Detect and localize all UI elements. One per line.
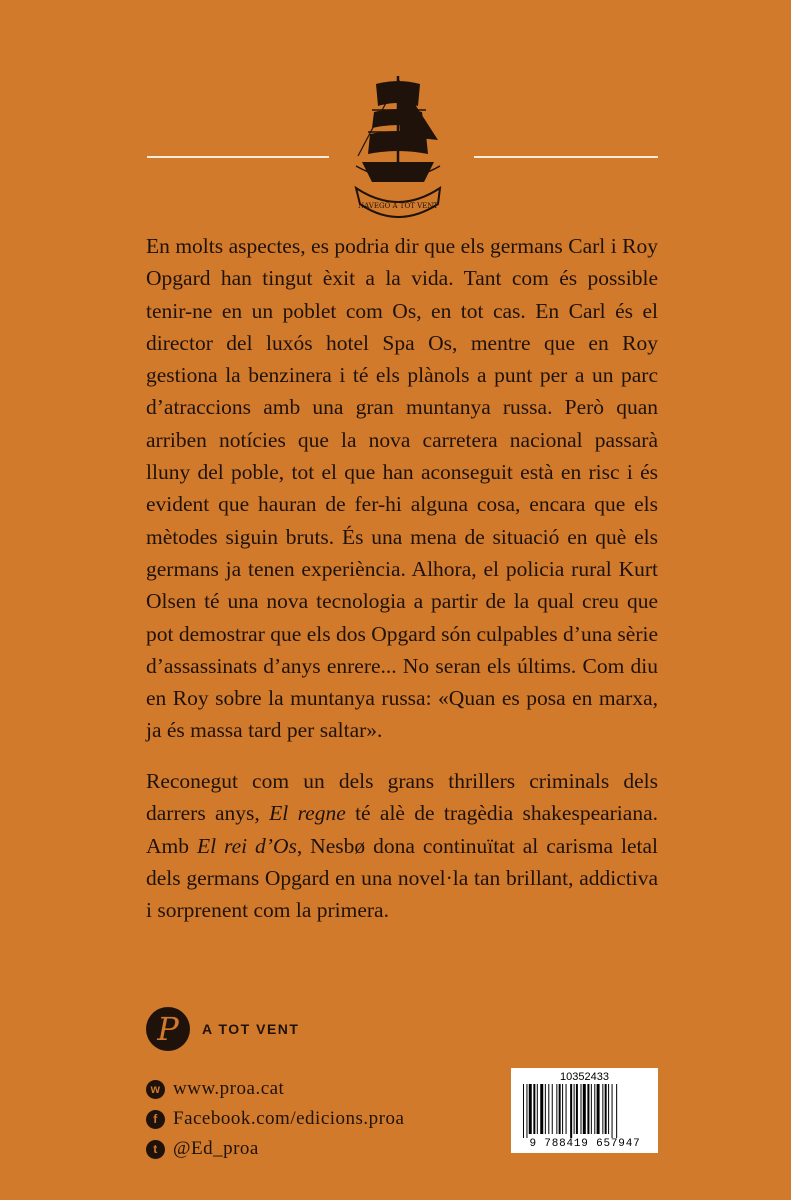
barcode-bar	[576, 1084, 578, 1134]
review-paragraph	[146, 765, 658, 926]
review-text-2: té alè de tragèdia shakespeariana. Amb	[146, 801, 658, 858]
decorative-rule-left	[147, 156, 329, 158]
facebook-link[interactable]: Facebook.com/edicions.proa	[173, 1108, 405, 1129]
website-link[interactable]: www.proa.cat	[173, 1078, 285, 1099]
barcode-bar	[556, 1084, 557, 1134]
contact-twitter[interactable]	[146, 1134, 404, 1164]
contact-website[interactable]	[146, 1074, 404, 1104]
publisher-logo	[146, 1006, 299, 1052]
contact-list	[146, 1074, 404, 1164]
review-text-1: Reconegut com un dels grans thrillers criminals dels darrers anys,	[146, 769, 658, 826]
barcode-bar	[562, 1084, 563, 1134]
barcode-bar	[545, 1084, 546, 1134]
barcode-bar	[587, 1084, 589, 1134]
facebook-icon: f	[146, 1110, 165, 1129]
barcode-bar	[529, 1084, 532, 1134]
isbn-digits: 9 788419 657947	[529, 1138, 641, 1150]
barcode-bar	[608, 1084, 609, 1134]
barcode-bar	[566, 1084, 567, 1134]
barcode-bar	[559, 1084, 561, 1134]
twitter-icon: t	[146, 1140, 165, 1159]
barcode-bar	[548, 1084, 549, 1134]
barcode-code: 10352433	[560, 1071, 609, 1083]
barcode-bar	[533, 1084, 535, 1134]
decorative-rule-right	[474, 156, 658, 158]
barcode-bar	[602, 1084, 603, 1134]
title-el-regne: El regne	[269, 801, 346, 826]
synopsis-paragraph: En molts aspectes, es podria dir que els germans Carl i Roy Opgard han tingut èxit a la vida. Tant com és possible tenir-ne en un poblet com Os, en tot cas. En Carl és el director del luxós hotel Spa Os, mentre que en Roy gestiona la benzinera i té els plànols a punt per a un parc d’atraccions amb una gran muntanya russa. Però quan arriben notícies que la nova carretera nacional passarà lluny del poble, tot el que han aconseguit està en risc i és evident que hauran de fer-hi alguna cosa, encara que els mètodes siguin bruts. És una mena de situació en què els germans ja tenen experiència. Alhora, el policia rural Kurt Olsen té una nova tecnologia a partir de la qual creu que pot demostrar que els dos Opgard són culpables d’una sèrie d’assassinats d’anys enrere... No seran els últims. Com diu en Roy sobre la muntanya russa: «Quan es posa en marxa, ja és massa tard per saltar».	[146, 234, 658, 743]
publisher-name: A TOT VENT	[202, 1021, 300, 1037]
emblem-motto: NAVEGO A TOT VENT	[357, 202, 439, 210]
barcode-bar	[605, 1084, 607, 1134]
title-el-rei-dos: El rei d’Os	[196, 833, 297, 858]
barcode-bar	[616, 1084, 617, 1138]
barcode-bar	[612, 1084, 613, 1138]
barcode-bar	[526, 1084, 527, 1138]
barcode-bar	[597, 1084, 600, 1134]
barcode-bar	[591, 1084, 592, 1134]
barcode-bar	[552, 1084, 553, 1134]
proa-logo-icon: P	[146, 1007, 190, 1051]
barcode-bar	[540, 1084, 543, 1134]
sailing-ship-icon	[352, 70, 444, 218]
barcode	[511, 1068, 658, 1153]
barcode-bar	[574, 1084, 575, 1134]
barcode-bar	[583, 1084, 586, 1134]
barcode-bars	[511, 1084, 658, 1138]
contact-facebook[interactable]	[146, 1104, 404, 1134]
barcode-bar	[581, 1084, 582, 1134]
review-text-3: , Nesbø dona continuïtat al carisma letal dels germans Opgard en una novel·la tan brillant, addictiva i sorprenent com la primera.	[146, 833, 658, 923]
barcode-bar	[594, 1084, 595, 1134]
barcode-bar	[523, 1084, 524, 1138]
web-icon: w	[146, 1080, 165, 1099]
barcode-bar	[537, 1084, 538, 1134]
twitter-handle[interactable]: @Ed_proa	[173, 1138, 259, 1159]
barcode-bar	[570, 1084, 572, 1138]
